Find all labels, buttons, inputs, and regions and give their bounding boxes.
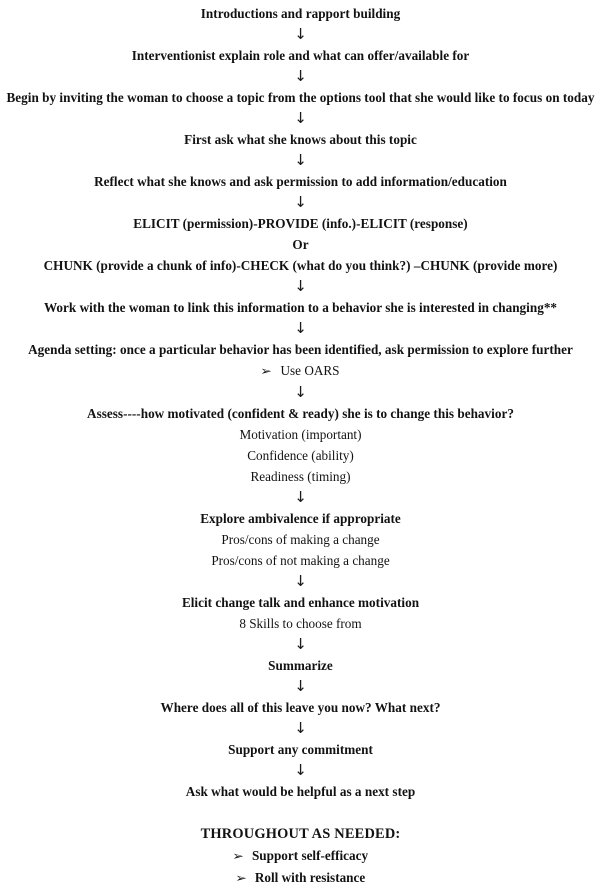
flow-step-explore-ambivalence [2,508,599,571]
flow-step-next-step [2,781,599,802]
step-main-text: Where does all of this leave you now? What next? [160,700,441,715]
flow-step-link-behavior [2,297,599,318]
down-arrow-icon: ↓ [294,109,307,127]
down-arrow-icon: ↓ [294,277,307,295]
step-sub-text: Readiness (timing) [250,469,351,484]
section-spacer [2,802,599,823]
arrowhead-bullet-icon: ➢ [235,871,247,885]
flow-step-assess-motivation [2,403,599,487]
flow-step-support-commitment [2,739,599,760]
down-arrow-icon: ↓ [294,488,307,506]
step-main-text: Explore ambivalence if appropriate [200,511,401,526]
bullet-item [2,845,599,867]
bullet-item [2,867,599,889]
step-main-text: Summarize [268,658,333,673]
flow-step-summarize [2,655,599,676]
step-sub-text: Confidence (ability) [247,448,354,463]
flow-step-reflect-permission [2,171,599,192]
step-main-text: Ask what would be helpful as a next step [185,784,416,799]
bullet-item [2,360,599,382]
step-sub-text: Motivation (important) [239,427,362,442]
flow-step-introductions [2,3,599,24]
step-main-text: Begin by inviting the woman to choose a topic from the options tool that she would like to focus on today [6,90,595,105]
down-arrow-icon: ↓ [294,193,307,211]
step-main-extra-line: Or [292,237,309,252]
flow-step-explain-role [2,45,599,66]
down-arrow-icon: ↓ [294,319,307,337]
down-arrow-icon: ↓ [294,67,307,85]
down-arrow-icon: ↓ [294,383,307,401]
flow-step-first-ask [2,129,599,150]
down-arrow-icon: ↓ [294,572,307,590]
step-main-text: ELICIT (permission)-PROVIDE (info.)-ELICIT (response) [133,216,468,231]
bullet-label: Use OARS [280,363,340,378]
arrowhead-bullet-icon: ➢ [232,849,244,863]
footer-title: THROUGHOUT AS NEEDED: [200,826,401,842]
step-main-text: Interventionist explain role and what can offer/available for [131,48,470,63]
down-arrow-icon: ↓ [294,719,307,737]
flow-step-elicit-change-talk [2,592,599,634]
down-arrow-icon: ↓ [294,151,307,169]
step-main-text: Assess----how motivated (confident & ready) she is to change this behavior? [87,406,514,421]
down-arrow-icon: ↓ [294,761,307,779]
step-sub-text: Pros/cons of not making a change [211,553,390,568]
flow-step-agenda-setting [2,339,599,382]
step-main-text: Agenda setting: once a particular behavior has been identified, ask permission to explore further [28,342,573,357]
flow-step-elicit-provide-elicit [2,213,599,276]
bullet-label: Roll with resistance [254,870,366,885]
step-main-text: Introductions and rapport building [200,6,401,21]
step-main-text: First ask what she knows about this topic [184,132,417,147]
flow-step-choose-topic [2,87,599,108]
step-main-extra-line: CHUNK (provide a chunk of info)-CHECK (what do you think?) –CHUNK (provide more) [43,258,558,273]
down-arrow-icon: ↓ [294,25,307,43]
step-main-text: Work with the woman to link this information to a behavior she is interested in changing** [43,300,558,315]
flow-step-where-leave-you [2,697,599,718]
throughout-as-needed-section [2,823,599,889]
step-sub-text: 8 Skills to choose from [239,616,362,631]
step-main-text: Support any commitment [228,742,373,757]
down-arrow-icon: ↓ [294,677,307,695]
step-sub-text: Pros/cons of making a change [221,532,380,547]
bullet-label: Support self-efficacy [251,848,369,863]
step-main-text: Elicit change talk and enhance motivation [181,595,420,610]
down-arrow-icon: ↓ [294,635,307,653]
step-main-text: Reflect what she knows and ask permission to add information/education [94,174,507,189]
arrowhead-bullet-icon: ➢ [260,364,273,378]
